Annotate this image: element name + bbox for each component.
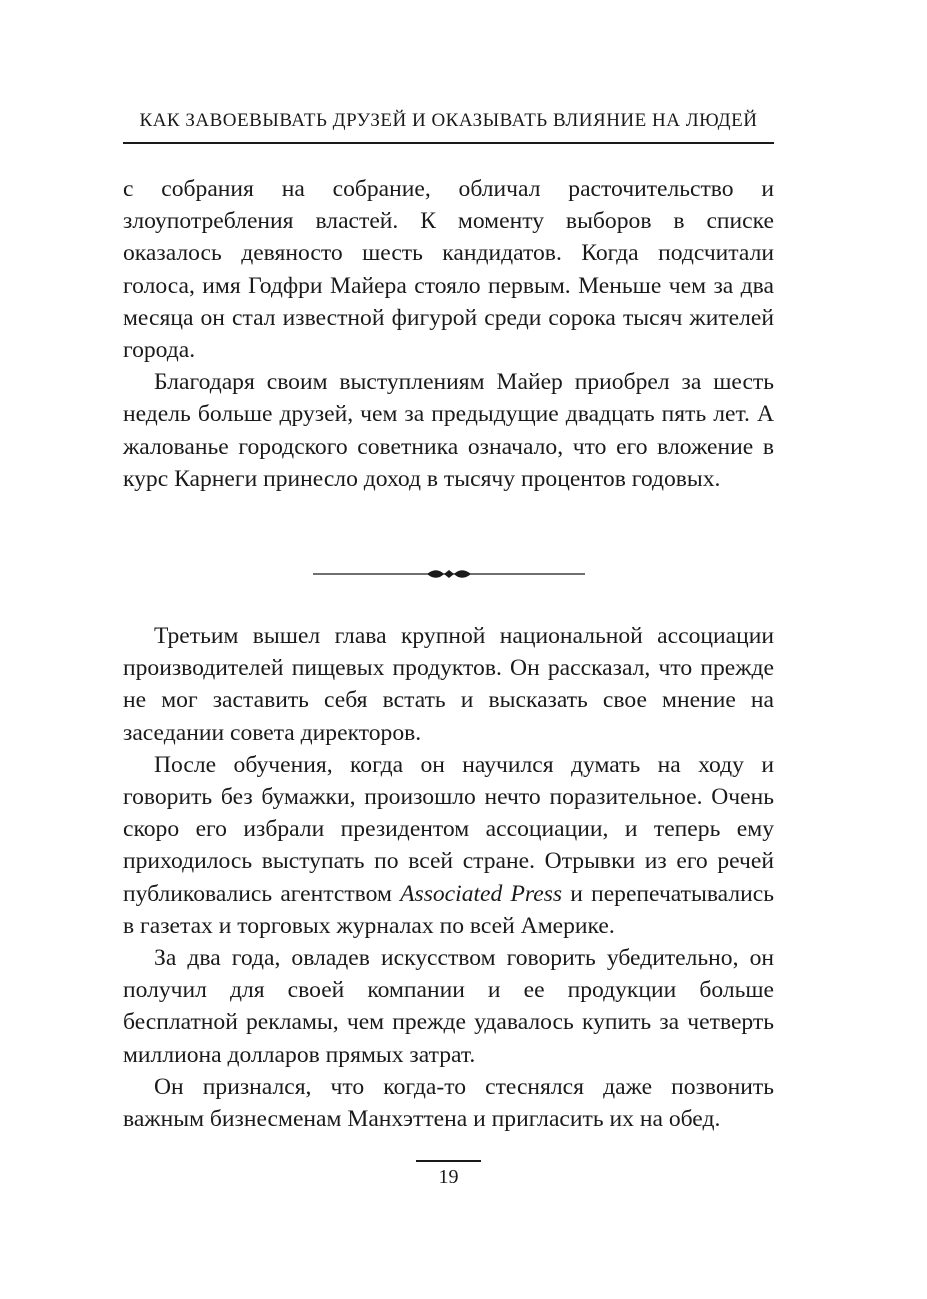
paragraph-text: и перепечатывались в газетах и торговых журналах по всей Америке. bbox=[123, 880, 774, 939]
divider-ornament-icon bbox=[313, 566, 585, 582]
page-number-rule bbox=[416, 1160, 481, 1162]
text-section-1 bbox=[123, 173, 774, 495]
page-number: 19 bbox=[438, 1166, 459, 1188]
running-head: КАК ЗАВОЕВЫВАТЬ ДРУЗЕЙ И ОКАЗЫВАТЬ ВЛИЯНИЕ НА ЛЮДЕЙ bbox=[139, 110, 758, 131]
paragraph-text: с собрания на собрание, обличал расточительство и злоупотребления властей. К моменту выборов в списке оказалось девяносто шесть кандидатов. Когда подсчитали голоса, имя Годфри Майера стояло первым. Меньше чем за два месяца он стал известной фигурой среди сорока тысяч жителей города. bbox=[123, 176, 774, 364]
paragraph bbox=[123, 749, 774, 942]
paragraph bbox=[123, 1071, 774, 1135]
paragraph-text: За два года, овладев искусством говорить убедительно, он получил для своей компании и ее продукции больше бесплатной рекламы, чем прежде удавалось купить за четверть миллиона долларов прямых затрат. bbox=[123, 945, 774, 1068]
paragraph-text: Третьим вышел глава крупной национальной ассоциации производителей пищевых продуктов. Он рассказал, что прежде не мог заставить себя встать и высказать свое мнение на заседании совета директоров. bbox=[123, 623, 774, 746]
paragraph bbox=[123, 942, 774, 1071]
running-head-rule bbox=[123, 142, 774, 144]
paragraph bbox=[123, 366, 774, 495]
book-page bbox=[123, 0, 774, 1299]
paragraph-text: Благодаря своим выступлениям Майер приобрел за шесть недель больше друзей, чем за предыдущие двадцать пять лет. А жалованье городского советника означало, что его вложение в курс Карнеги принесло доход в тысячу процентов годовых. bbox=[123, 369, 774, 492]
paragraph-text: Он признался, что когда-то стеснялся даже позвонить важным бизнесменам Манхэттена и пригласить их на обед. bbox=[123, 1073, 774, 1133]
paragraph-text: После обучения, когда он научился думать на ходу и говорить без бумажки, произошло нечто поразительное. Очень скоро его избрали президентом ассоциации, и теперь ему приходилось выступать по всей стране. Отрывки из его речей публиковались агентством bbox=[123, 751, 774, 907]
publication-name: Associated Press bbox=[400, 880, 563, 907]
text-section-2 bbox=[123, 620, 774, 1135]
paragraph bbox=[123, 173, 774, 366]
paragraph bbox=[123, 620, 774, 749]
